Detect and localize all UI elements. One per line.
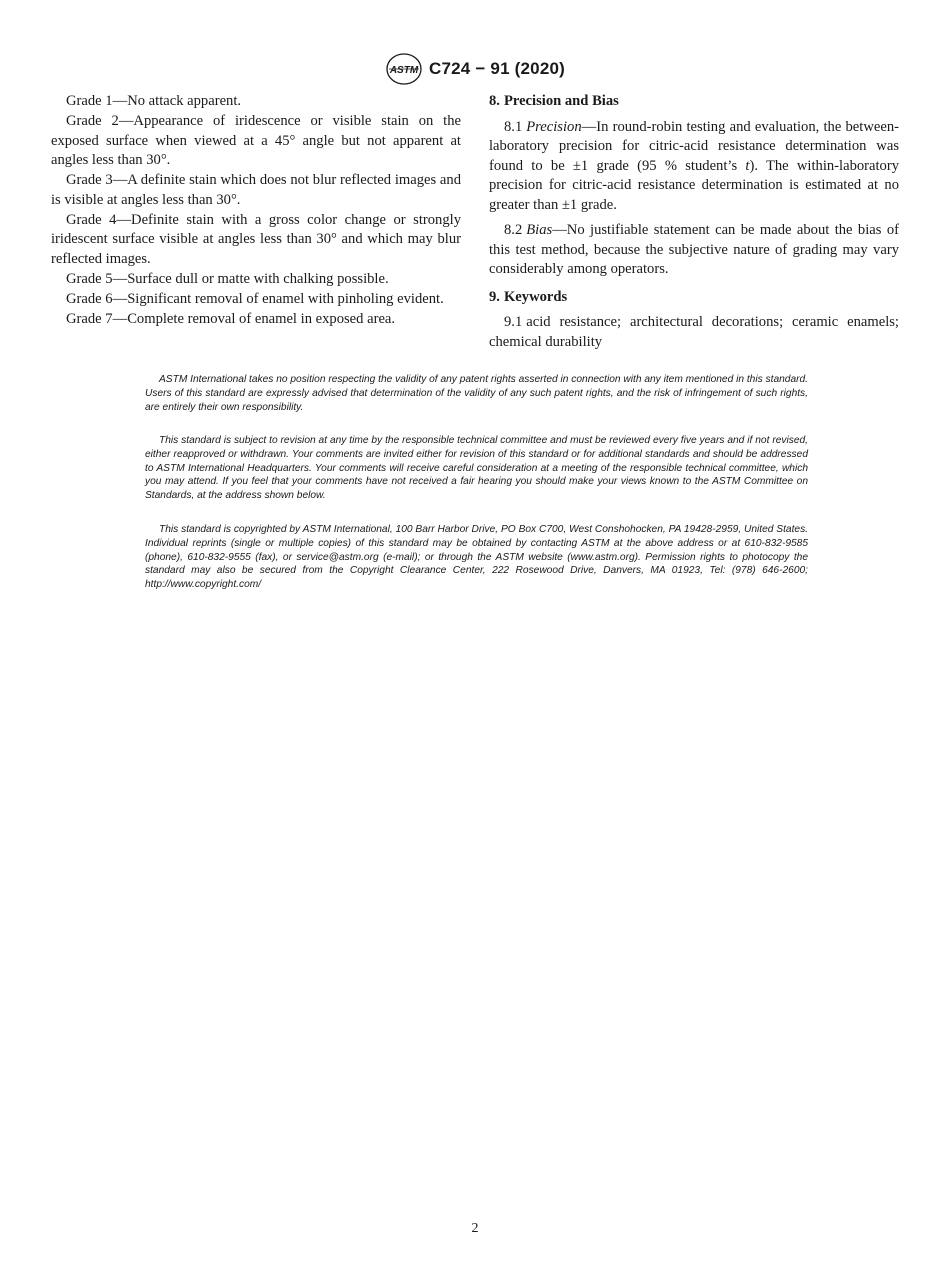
page-number: 2 <box>471 1221 479 1236</box>
term-bias: Bias <box>526 222 553 238</box>
copyright-notice: This standard is copyrighted by ASTM International, 100 Barr Harbor Drive, PO Box C700, West Conshohocken, PA 19428-2959, United States. Individual reprints (single or multiple copies) of this standard may be obtained by contacting ASTM at the above address or at 610-832-9585 (phone), 610-832-9555 (fax), or service@astm.org (e-mail); or through the ASTM website (www.astm.org). Permission rights to photocopy the standard may also be secured from the Copyright Clearance Center, 222 Rosewood Drive, Danvers, MA 01923, Tel: (978) 646-2600; http://www.copyright.com/ <box>145 524 808 591</box>
paragraph-bias: 8.2 Bias—No justifiable statement can be made about the bias of this test method, because the subjective nature of grading may vary considerably among operators. <box>489 222 899 277</box>
grade-item: Grade 3—A definite stain which does not blur reflected images and is visible at angles less than 30°. <box>51 172 461 208</box>
paragraph-precision: 8.1 Precision—In round-robin testing and evaluation, the between-laboratory precision for citric-acid resistance determination was found to be ±1 grade (95 % student’s t). The within-laboratory precision for citric-acid resistance determination is estimated at no greater than ±1 grade. <box>489 118 900 213</box>
revision-notice: This standard is subject to revision at any time by the responsible technical committee and must be reviewed every five years and if not revised, either reapproved or withdrawn. Your comments are invited either for revision of this standard or for additional standards and should be addressed to ASTM International Headquarters. Your comments will receive careful consideration at a meeting of the responsible technical committee, which you may attend. If you feel that your comments have not received a fair hearing you should make your views known to the ASTM Committee on Standards, at the address shown below. <box>145 435 808 502</box>
patent-notice: ASTM International takes no position respecting the validity of any patent rights asserted in connection with any item mentioned in this standard. Users of this standard are expressly advised that determination of the validity of any such patent rights, and the risk of infringement of such rights, are entirely their own responsibility. <box>145 374 808 413</box>
svg-text:ASTM: ASTM <box>389 65 419 76</box>
right-column <box>489 92 899 358</box>
term-precision: Precision <box>526 118 582 135</box>
astm-logo-icon <box>385 52 423 86</box>
section-heading-precision-bias: 8. Precision and Bias <box>489 93 619 109</box>
grade-item: Grade 4—Definite stain with a gross color change or strongly iridescent surface visible at angles less than 30° and which may blur reflected images. <box>51 211 461 267</box>
grade-item: Grade 6—Significant removal of enamel with pinholing evident. <box>66 290 444 307</box>
grade-item: Grade 2—Appearance of iridescence or visible stain on the exposed surface when viewed at a 45° angle but not apparent at angles less than 30°. <box>51 113 461 168</box>
grade-item: Grade 5—Surface dull or matte with chalking possible. <box>66 270 389 287</box>
grade-item: Grade 7—Complete removal of enamel in exposed area. <box>66 310 396 327</box>
grade-item: Grade 1—No attack apparent. <box>66 93 242 109</box>
standard-designation: C724 − 91 (2020) <box>429 59 565 78</box>
left-column <box>51 92 461 330</box>
section-heading-keywords: 9. Keywords <box>489 288 568 305</box>
page-header <box>0 52 950 86</box>
paragraph-keywords: 9.1 acid resistance; architectural decorations; ceramic enamels; chemical durability <box>489 314 899 350</box>
